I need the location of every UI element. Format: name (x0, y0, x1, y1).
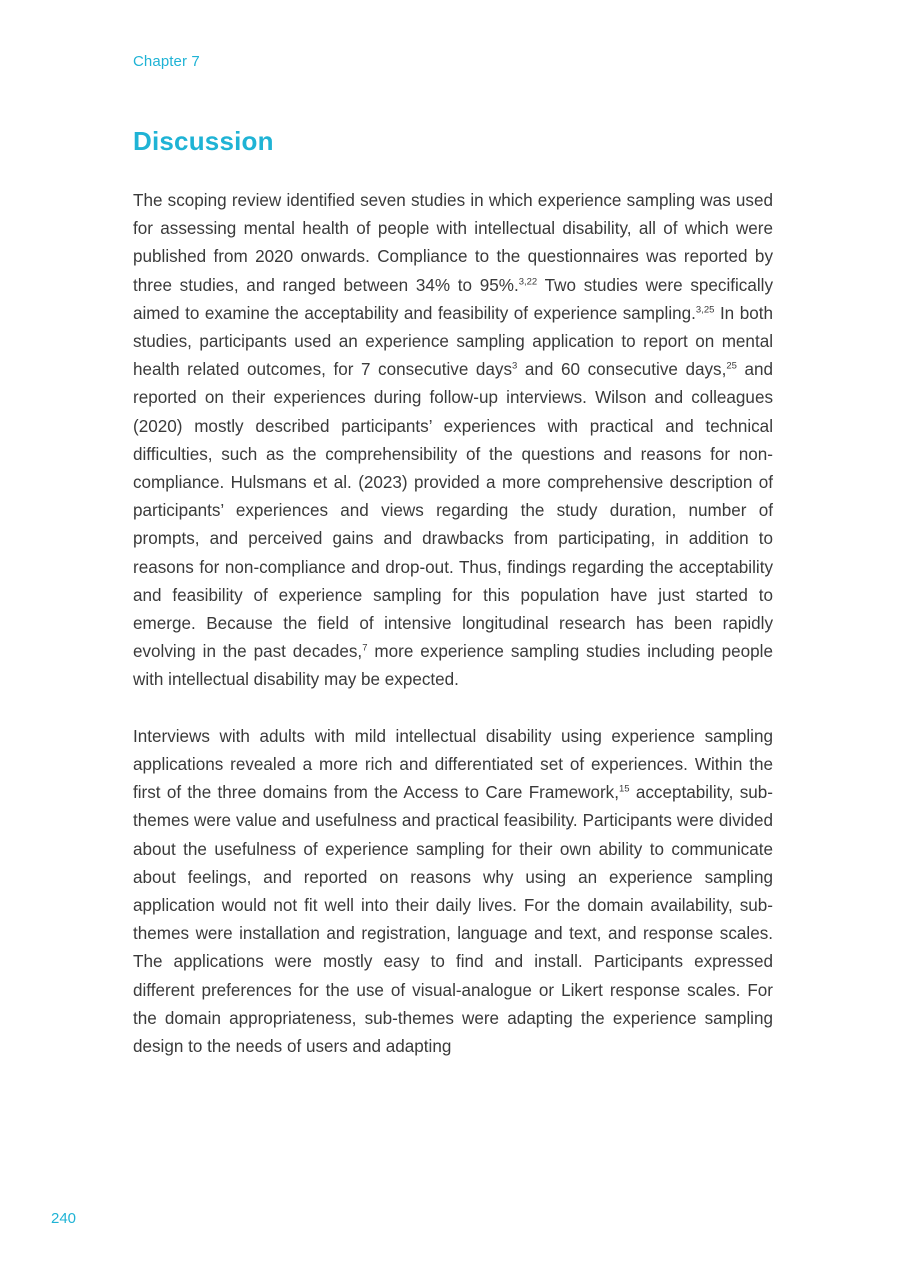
paragraph-1-text: The scoping review identified seven studies in which experience sampling was used for assessing mental health of people with intellectual disability, all of which were published from 2020 onwards. Compliance to the questionnaires was reported by three studies, and ranged between 34% to 95%. (133, 191, 773, 295)
paragraph-2 (133, 723, 773, 1061)
page-number: 240 (51, 1210, 77, 1227)
reference-superscript: 7 (362, 642, 368, 654)
paragraph-1 (133, 187, 773, 695)
paragraph-1-text: Two studies were specifically aimed to examine the acceptability and feasibility of experience sampling. (133, 275, 773, 323)
paragraph-2-text: Interviews with adults with mild intellectual disability using experience sampling applications revealed a more rich and differentiated set of experiences. Within the first of the three domains from the Access to Care Framework, (133, 726, 773, 803)
paragraph-2-text: acceptability, sub-themes were value and usefulness and practical feasibility. Participants were divided about the usefulness of experience sampling for their own ability to communicate about feelings, and reported on reasons why using an experience sampling application would not fit well into their daily lives. For the domain availability, sub-themes were installation and registration, language and text, and response scales. The applications were mostly easy to find and install. Participants expressed different preferences for the use of visual-analogue or Likert response scales. For the domain appropriateness, sub-themes were adapting the experience sampling design to the needs of users and adapting (133, 783, 774, 1057)
paragraph-1-text: more experience sampling studies including people with intellectual disability may be expected. (133, 642, 773, 690)
reference-superscript: 3 (512, 360, 518, 372)
reference-superscript: 3,22 (518, 275, 538, 287)
section-heading: Discussion (133, 126, 274, 156)
reference-superscript: 25 (726, 360, 737, 372)
paragraph-1-text: and 60 consecutive days, (517, 360, 727, 380)
running-head: Chapter 7 (133, 53, 200, 70)
paragraph-1-text: and reported on their experiences during follow-up interviews. Wilson and colleagues (2020) mostly described participants’ experiences with practical and technical difficulties, such as the comprehensibility of the questions and reasons for non-compliance. Hulsmans et al. (2023) provided a more comprehensive description of participants’ experiences and views regarding the study duration, number of prompts, and perceived gains and drawbacks from participating, in addition to reasons for non-compliance and drop-out. Thus, findings regarding the acceptability and feasibility of experience sampling for this population have just started to emerge. Because the field of intensive longitudinal research has been rapidly evolving in the past decades, (133, 360, 773, 662)
body-text (133, 187, 773, 1061)
paragraph-1-text: In both studies, participants used an experience sampling application to report on mental health related outcomes, for 7 consecutive days (133, 303, 773, 380)
reference-superscript: 3,25 (695, 304, 715, 316)
reference-superscript: 15 (618, 783, 630, 795)
